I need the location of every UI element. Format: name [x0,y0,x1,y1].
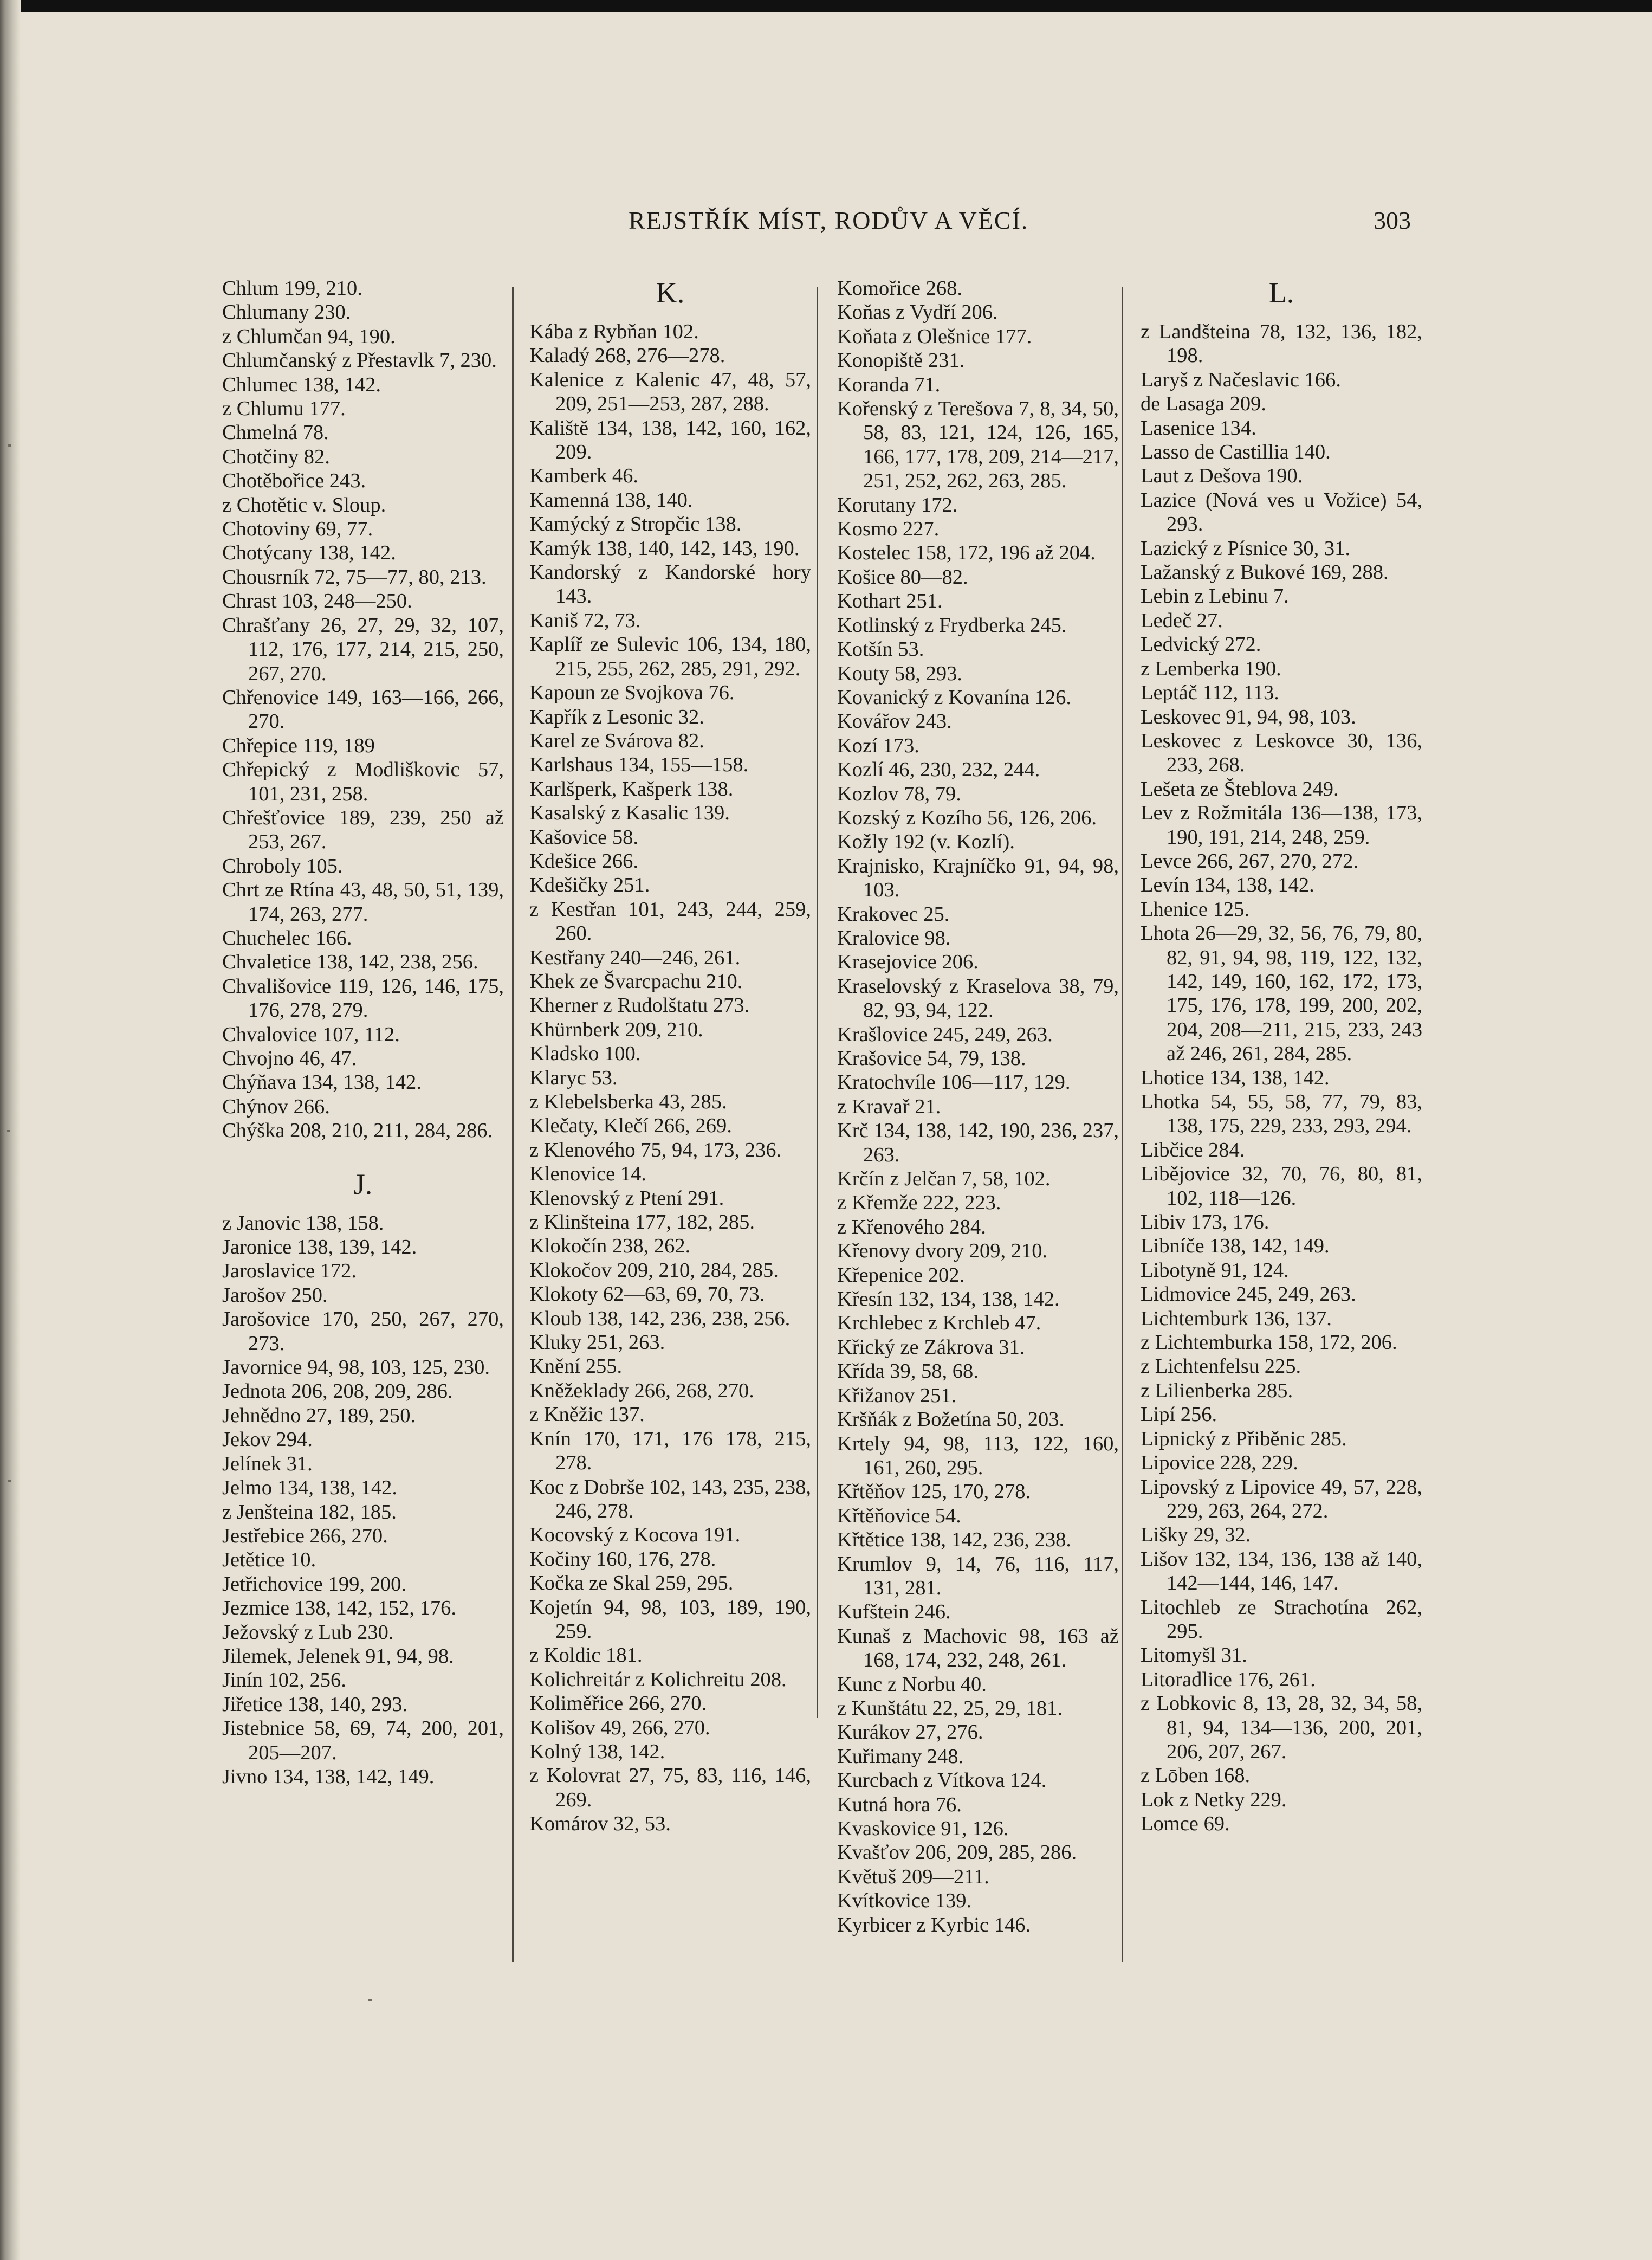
index-entry: Jelmo 134, 138, 142. [222,1476,397,1500]
index-entry: z Kunštátu 22, 25, 29, 181. [837,1696,1063,1720]
index-entry: Klečaty, Klečí 266, 269. [529,1114,732,1138]
index-entry: Litochleb ze Strachotína 262, 295. [1141,1596,1422,1643]
index-entry: Karlšperk, Kašperk 138. [529,777,734,800]
index-entry: Koliměřice 266, 270. [529,1692,707,1715]
index-entry: z Chotětic v. Sloup. [222,493,386,516]
index-entry: Lomce 69. [1141,1812,1230,1836]
index-entry: Jistebnice 58, 69, 74, 200, 201, 205—207. [222,1717,504,1764]
index-entry: Kurákov 27, 276. [837,1721,983,1744]
index-entry: Lhota 26—29, 32, 56, 76, 79, 80, 82, 91, 94, 98, 119, 122, 132, 142, 149, 160, 162, 172, 173, 175, 176, 178, 199, 200, 202, 204, 208—211, 215, 233, 243 až 246, 261, 284, 285. [1141,922,1422,1066]
index-entry: Křepenice 202. [837,1263,965,1287]
index-entry: Lešeta ze Šteblova 249. [1141,777,1339,800]
index-entry: Lhotka 54, 55, 58, 77, 79, 83, 138, 175, 229, 233, 293, 294. [1141,1090,1422,1138]
index-entry: Lipnický z Přiběnic 285. [1141,1427,1347,1450]
index-entry: Kandorský z Kandorské hory 143. [529,561,811,608]
index-entry: Leskovec z Leskovce 30, 136, 233, 268. [1141,729,1422,777]
scan-top-border [0,0,1652,12]
index-entry: Leptáč 112, 113. [1141,681,1279,705]
index-entry: Jelínek 31. [222,1452,313,1475]
index-entry: z Chlumu 177. [222,397,346,421]
index-entry: Kunc z Norbu 40. [837,1673,987,1696]
index-entry: Kamýk 138, 140, 142, 143, 190. [529,537,800,560]
index-entry: Klenovský z Ptení 291. [529,1186,724,1210]
index-entry: Křtěňov 125, 170, 278. [837,1480,1031,1503]
index-entry: Liběјovice 32, 70, 76, 80, 81, 102, 118—126. [1141,1163,1422,1210]
index-entry: Kdešice 266. [529,849,638,873]
index-column-2 [529,276,811,1836]
index-entry: Chýňava 134, 138, 142. [222,1071,422,1094]
index-entry: Chřenovice 149, 163—166, 266, 270. [222,686,504,733]
index-entry: Křesín 132, 134, 138, 142. [837,1288,1060,1311]
letter-heading: L. [1268,276,1294,309]
index-entry: Krchlebec z Krchleb 47. [837,1312,1041,1335]
index-entry: Lipovský z Lipovice 49, 57, 228, 229, 263, 264, 272. [1141,1475,1422,1522]
index-entry: Kouty 58, 293. [837,662,962,685]
index-entry: Jiřetice 138, 140, 293. [222,1693,408,1716]
index-entry: z Lemberka 190. [1141,657,1281,680]
index-entry: Lipovice 228, 229. [1141,1451,1298,1475]
index-entry: Kamenná 138, 140. [529,488,693,512]
index-entry: Chousrník 72, 75—77, 80, 213. [222,565,487,589]
index-entry: Lišky 29, 32. [1141,1523,1251,1547]
index-entry: Křída 39, 58, 68. [837,1360,979,1383]
index-entry: z Klenového 75, 94, 173, 236. [529,1138,782,1161]
index-entry: Chotoviny 69, 77. [222,518,373,541]
index-entry: Kunaš z Machovic 98, 163 až 168, 174, 232, 248, 261. [837,1624,1119,1672]
index-entry: Kralovice 98. [837,926,951,950]
index-entry: Chuchelec 166. [222,926,352,950]
index-entry: Koc z Dobrše 102, 143, 235, 238, 246, 278. [529,1475,811,1522]
index-entry: Lidmovice 245, 249, 263. [1141,1283,1356,1306]
index-entry: Kovanický z Kovanína 126. [837,686,1071,709]
column-divider [512,287,514,1962]
index-entry: z Kolovrat 27, 75, 83, 116, 146, 269. [529,1764,811,1811]
index-entry: Kolichreitár z Kolichreitu 208. [529,1668,787,1691]
index-entry: Koňata z Olešnice 177. [837,325,1032,348]
index-entry: Kothart 251. [837,590,943,613]
index-entry: Chýnov 266. [222,1095,330,1118]
index-entry: Chřepický z Modliškovic 57, 101, 231, 258. [222,758,504,805]
index-entry: Kvašťov 206, 209, 285, 286. [837,1841,1077,1864]
index-entry: Ledvický 272. [1141,633,1261,656]
index-entry: Klenovice 14. [529,1163,646,1186]
index-entry: Jarošovice 170, 250, 267, 270, 273. [222,1308,504,1355]
index-entry: Kaniš 72, 73. [529,609,641,632]
running-title: REJSTŘÍK MÍST, RODŮV A VĚCÍ. [629,206,1029,234]
index-entry: Lebin z Lebinu 7. [1141,585,1289,608]
index-entry: Jezmice 138, 142, 152, 176. [222,1597,456,1620]
scan-speck [8,1480,11,1482]
index-column-3 [837,276,1119,1937]
index-entry: Kosmo 227. [837,518,940,541]
index-entry: Koranda 71. [837,373,941,396]
index-entry: Kozský z Kozího 56, 126, 206. [837,806,1097,829]
index-entry: Chrast 103, 248—250. [222,590,412,613]
index-entry: Kurcbach z Vítkova 124. [837,1769,1047,1792]
index-entry: Chlumec 138, 142. [222,373,381,396]
index-entry: Chvaletice 138, 142, 238, 256. [222,951,478,974]
index-entry: Koňas z Vydří 206. [837,301,998,324]
index-entry: Kapoun ze Svojkova 76. [529,681,735,705]
index-entry: Jehnědno 27, 189, 250. [222,1404,416,1427]
index-column-1 [222,276,504,1788]
index-entry: Krajnisko, Krajníčko 91, 94, 98, 103. [837,854,1119,902]
index-entry: Lhotice 134, 138, 142. [1141,1066,1330,1089]
index-entry: Chřešťovice 189, 239, 250 až 253, 267. [222,806,504,854]
index-entry: Komořice 268. [837,277,962,300]
index-entry: Chroboly 105. [222,854,343,877]
page-number: 303 [1374,206,1411,234]
index-entry: z Lōben 168. [1141,1764,1251,1787]
index-entry: z Lichtemburka 158, 172, 206. [1141,1331,1397,1354]
index-entry: Chřepice 119, 189 [222,734,375,757]
index-entry: Kluky 251, 263. [529,1331,665,1354]
index-entry: Křižanov 251. [837,1384,957,1407]
index-entry: Leskovec 91, 94, 98, 103. [1141,705,1356,728]
index-entry: Kutná hora 76. [837,1793,962,1816]
index-entry: z Kněžic 137. [529,1403,645,1426]
index-column-4 [1141,276,1422,1836]
index-entry: Chrt ze Rtína 43, 48, 50, 51, 139, 174, 263, 277. [222,879,504,926]
index-entry: z Lilienberka 285. [1141,1379,1293,1402]
scan-speck [368,1999,372,2001]
scan-speck [7,1130,10,1132]
index-entry: Laut z Dešova 190. [1141,464,1303,488]
index-entry: Chotýcany 138, 142. [222,541,396,565]
index-entry: z Klinšteina 177, 182, 285. [529,1211,755,1234]
page-header [0,206,1652,249]
index-entry: Kočiny 160, 176, 278. [529,1547,716,1571]
index-entry: Křenovy dvory 209, 210. [837,1239,1048,1263]
index-entry: Libčice 284. [1141,1138,1245,1161]
index-entry: Křtěňovice 54. [837,1504,961,1527]
index-entry: Kladsko 100. [529,1042,641,1066]
index-entry: z Chlumčan 94, 190. [222,325,396,348]
index-entry: Kojetín 94, 98, 103, 189, 190, 259. [529,1596,811,1643]
index-entry: Kozí 173. [837,734,919,757]
index-entry: Lipí 256. [1141,1403,1217,1426]
index-entry: z Jenšteina 182, 185. [222,1500,397,1523]
index-entry: Kestřany 240—246, 261. [529,946,741,969]
index-entry: Kovářov 243. [837,710,952,733]
index-entry: z Koldic 181. [529,1644,643,1667]
index-entry: Lhenice 125. [1141,897,1249,921]
index-entry: Chlum 199, 210. [222,277,362,300]
index-entry: Kratochvíle 106—117, 129. [837,1071,1071,1094]
index-entry: Klokoty 62—63, 69, 70, 73. [529,1283,765,1306]
index-entry: Chlumany 230. [222,301,351,324]
index-entry: Libotyně 91, 124. [1141,1258,1289,1282]
index-entry: Křtětice 138, 142, 236, 238. [837,1528,1071,1552]
index-entry: Lasso de Castillia 140. [1141,441,1331,464]
index-entry: Javornice 94, 98, 103, 125, 230. [222,1356,490,1379]
index-entry: Lok z Netky 229. [1141,1788,1287,1811]
index-entry: Kherner z Rudolštatu 273. [529,994,750,1017]
index-entry: Jinín 102, 256. [222,1669,346,1692]
index-entry: Chvalovice 107, 112. [222,1023,400,1046]
index-entry: Kufštein 246. [837,1600,951,1624]
index-entry: Chvališovice 119, 126, 146, 175, 176, 278, 279. [222,974,504,1022]
index-entry: Chýška 208, 210, 211, 284, 286. [222,1119,493,1142]
index-entry: Knín 170, 171, 176 178, 215, 278. [529,1427,811,1475]
index-entry: Krašovice 54, 79, 138. [837,1047,1026,1070]
index-entry: Kněžeklady 266, 268, 270. [529,1379,754,1402]
index-entry: Kapřík z Lesonic 32. [529,705,704,728]
index-entry: Jestřebice 266, 270. [222,1524,388,1547]
index-entry: Jetřichovice 199, 200. [222,1572,406,1596]
index-entry: Jekov 294. [222,1428,313,1451]
index-entry: Knění 255. [529,1355,623,1378]
index-entry: Khek ze Švarcpachu 210. [529,970,743,993]
index-entry: z Křenového 284. [837,1215,986,1238]
index-entry: Laryš z Načeslavic 166. [1141,368,1341,391]
index-entry: Kraselovský z Kraselova 38, 79, 82, 93, 94, 122. [837,974,1119,1022]
index-entry: Kašovice 58. [529,825,638,849]
index-entry: Jivno 134, 138, 142, 149. [222,1765,435,1788]
index-entry: Jilemek, Jelenek 91, 94, 98. [222,1644,454,1668]
index-entry: Konopiště 231. [837,349,965,372]
scan-binding-shadow [0,0,21,2260]
index-entry: Kozlov 78, 79. [837,782,961,805]
index-entry: Lichtemburk 136, 137. [1141,1307,1332,1330]
index-entry: Kába z Rybňan 102. [529,320,699,343]
index-entry: Košice 80—82. [837,565,968,589]
index-entry: Chrašťany 26, 27, 29, 32, 107, 112, 176, 177, 214, 215, 250, 267, 270. [222,614,504,685]
index-entry: z Lichtenfelsu 225. [1141,1355,1301,1378]
index-entry: Levce 266, 267, 270, 272. [1141,849,1359,873]
index-entry: Lazice (Nová ves u Vožice) 54, 293. [1141,488,1422,536]
index-entry: Květuš 209—211. [837,1865,989,1888]
index-entry: Kvaskovice 91, 126. [837,1817,1009,1840]
index-entry: Levín 134, 138, 142. [1141,874,1314,897]
index-entry: Jarošov 250. [222,1283,328,1307]
index-entry: Kotšín 53. [837,638,924,661]
index-entry: Krašlovice 245, 249, 263. [837,1023,1053,1046]
index-entry: Kožly 192 (v. Kozlí). [837,830,1015,854]
index-entry: Kalenice z Kalenic 47, 48, 57, 209, 251—253, 287, 288. [529,368,811,416]
index-entry: Litomyšl 31. [1141,1644,1247,1667]
column-divider [1122,287,1123,1962]
index-entry: Ježovský z Lub 230. [222,1620,394,1644]
index-entry: Jetětice 10. [222,1548,316,1572]
index-entry: z Lobkovic 8, 13, 28, 32, 34, 58, 81, 94, 134—136, 200, 201, 206, 207, 267. [1141,1692,1422,1763]
index-entry: Kolišov 49, 266, 270. [529,1716,710,1739]
index-entry: Klaryc 53. [529,1066,618,1089]
index-entry: de Lasaga 209. [1141,392,1266,416]
index-entry: Kdešičky 251. [529,874,650,897]
index-entry: Ledeč 27. [1141,609,1223,632]
index-entry: Lažanský z Bukové 169, 288. [1141,561,1389,584]
index-entry: Karel ze Svárova 82. [529,729,704,752]
index-entry: Krč 134, 138, 142, 190, 236, 237, 263. [837,1119,1119,1166]
index-entry: Kloub 138, 142, 236, 238, 256. [529,1307,791,1330]
index-entry: Kočka ze Skal 259, 295. [529,1572,734,1595]
index-entry: Krasejovice 206. [837,951,979,974]
index-entry: Křický ze Zákrova 31. [837,1335,1025,1359]
index-entry: z Kestřan 101, 243, 244, 259, 260. [529,897,811,945]
index-entry: Kvítkovice 139. [837,1889,972,1913]
index-entry: Libníče 138, 142, 149. [1141,1235,1330,1258]
scan-speck [8,444,11,447]
index-entry: Krtely 94, 98, 113, 122, 160, 161, 260, 295. [837,1432,1119,1479]
index-entry: z Landšteina 78, 132, 136, 182, 198. [1141,320,1422,367]
index-entry: Klokočín 238, 262. [529,1235,691,1258]
index-entry: Klokočov 209, 210, 284, 285. [529,1258,779,1282]
index-entry: Kasalský z Kasalic 139. [529,802,730,825]
index-entry: z Klebelsberka 43, 285. [529,1090,727,1113]
index-entry: Krakovec 25. [837,902,950,926]
index-entry: Krumlov 9, 14, 76, 116, 117, 131, 281. [837,1552,1119,1599]
index-entry: Jaroslavice 172. [222,1260,357,1283]
index-entry: Chvojno 46, 47. [222,1047,357,1070]
column-divider [817,287,818,1718]
index-entry: Lišov 132, 134, 136, 138 až 140, 142—144, 146, 147. [1141,1547,1422,1595]
index-entry: Lev z Rožmitála 136—138, 173, 190, 191, 214, 248, 259. [1141,802,1422,849]
index-entry: z Křemže 222, 223. [837,1191,1001,1215]
index-entry: z Janovic 138, 158. [222,1211,384,1235]
index-entry: Kotlinský z Frydberka 245. [837,614,1067,637]
index-entry: Kaliště 134, 138, 142, 160, 162, 209. [529,416,811,464]
index-entry: Chotěbořice 243. [222,469,366,493]
index-entry: Chmelná 78. [222,421,329,444]
index-entry: Kaplíř ze Sulevic 106, 134, 180, 215, 255, 262, 285, 291, 292. [529,633,811,680]
index-entry: Kuřimany 248. [837,1745,964,1768]
index-entry: Kocovský z Kocova 191. [529,1523,741,1547]
index-entry: Lazický z Písnice 30, 31. [1141,537,1351,560]
index-entry: Komárov 32, 53. [529,1812,671,1836]
index-entry: Lasenice 134. [1141,416,1256,440]
index-entry: Kršňák z Božetína 50, 203. [837,1408,1065,1431]
index-entry: Kamberk 46. [529,464,638,488]
index-entry: Karlshaus 134, 155—158. [529,753,749,777]
index-entry: Litoradlice 176, 261. [1141,1668,1316,1691]
index-entry: Jednota 206, 208, 209, 286. [222,1380,453,1403]
index-entry: Krčín z Jelčan 7, 58, 102. [837,1167,1051,1191]
letter-heading: K. [656,276,685,309]
index-entry: Kamýcký z Stropčic 138. [529,513,742,536]
index-entry: Chlumčanský z Přestavlk 7, 230. [222,349,497,372]
index-entry: Kostelec 158, 172, 196 až 204. [837,541,1096,565]
index-entry: Chotčiny 82. [222,445,330,468]
index-entry: Kozlí 46, 230, 232, 244. [837,758,1040,782]
index-entry: Kyrbicer z Kyrbic 146. [837,1913,1031,1936]
index-entry: Khürnberk 209, 210. [529,1018,703,1041]
index-entry: Korutany 172. [837,493,958,516]
index-entry: Kořenský z Terešova 7, 8, 34, 50, 58, 83, 121, 124, 126, 165, 166, 177, 178, 209, 214—217, 251, 252, 262, 263, 285. [837,397,1119,493]
letter-heading: J. [353,1167,373,1200]
index-entry: z Kravař 21. [837,1095,941,1118]
index-entry: Libiv 173, 176. [1141,1211,1269,1234]
index-entry: Kaladý 268, 276—278. [529,344,725,367]
index-entry: Kolný 138, 142. [529,1740,665,1763]
index-entry: Jaronice 138, 139, 142. [222,1236,417,1259]
